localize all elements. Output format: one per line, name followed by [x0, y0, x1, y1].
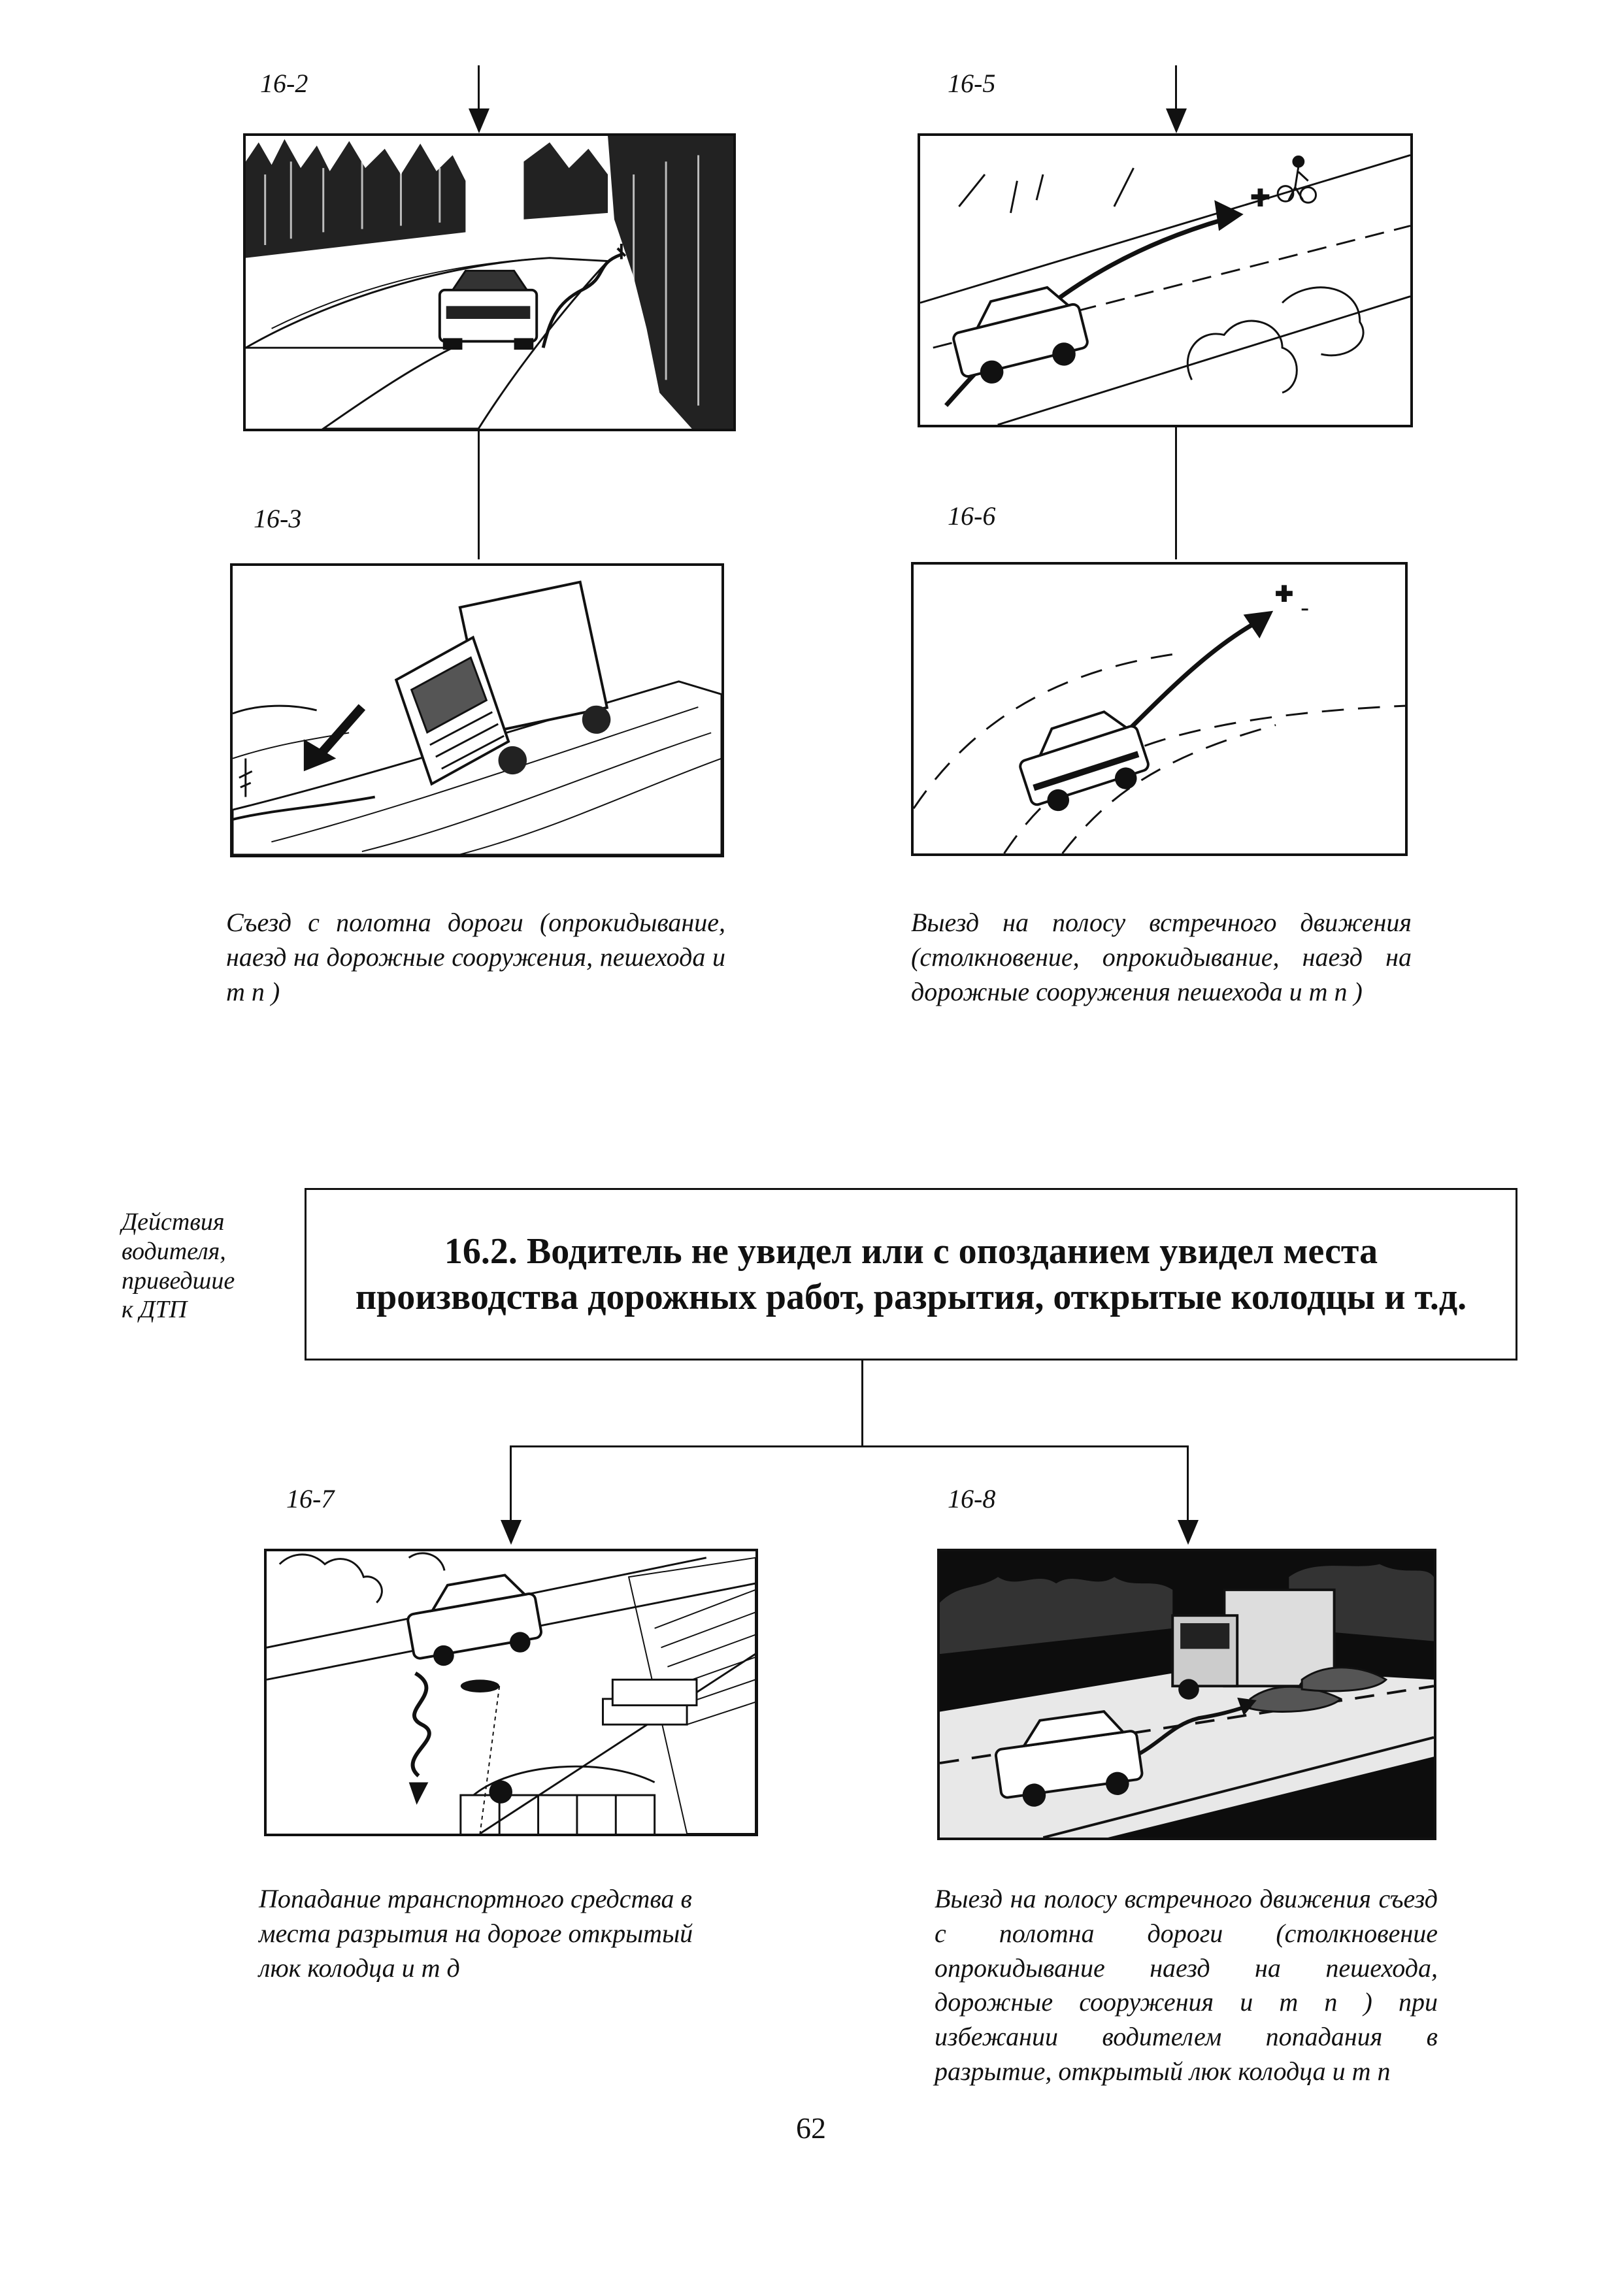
side-note-driver-actions: [122, 1208, 278, 1325]
caption-off-road: Съезд с полотна дороги (опрокидывание, наезд на дорожные сооружения, пешехода и т п ): [226, 908, 725, 1006]
figure-label-16-8: 16-8: [948, 1484, 996, 1513]
pedestrian-icon: [1278, 156, 1316, 203]
heading-line: производства дорожных работ, разрытия, открытые колодцы и т.д.: [355, 1277, 1467, 1317]
section-heading-16-2: [305, 1188, 1517, 1361]
connector-line: [1175, 427, 1177, 559]
arrow-down-icon: [501, 1520, 522, 1545]
illustration-16-3-truck-overturn: [230, 563, 724, 857]
caption-avoid-excavation: Выезд на полосу встречного движения съезд с полотна дороги (столкновение опрокидывание наезд на пешехода, дорожные сооружения и т п ) при избежании водителем попадания в разрытие, открытый люк колодца и т п: [935, 1884, 1438, 2086]
heading-line: 16.2. Водитель не увидел или с опозданием увидел места: [444, 1231, 1378, 1272]
illustration-16-6-oncoming-lane: [911, 562, 1408, 856]
illustration-16-5-oncoming-lane: [918, 133, 1413, 427]
arrow-down-icon: [469, 108, 489, 133]
arrow-down-icon: [1178, 1520, 1199, 1545]
side-note-line: к ДТП: [122, 1296, 188, 1324]
figure-label-16-3: 16-3: [254, 504, 302, 533]
connector-line: [510, 1445, 1188, 1447]
connector-line: [478, 431, 480, 559]
figure-label-16-5: 16-5: [948, 69, 996, 98]
connector-line: [861, 1361, 863, 1447]
side-note-line: Действия: [122, 1208, 225, 1236]
page-number: 62: [796, 2111, 826, 2145]
side-note-line: водителя,: [122, 1237, 226, 1265]
figure-label-16-6: 16-6: [948, 501, 996, 531]
caption-oncoming-lane: Выезд на полосу встречного движения (столкновение, опрокидывание, наезд на дорожные сооружения пешехода и т п ): [911, 908, 1412, 1006]
arrow-down-icon: [1166, 108, 1187, 133]
connector-line: [510, 1445, 512, 1530]
caption-open-manhole: Попадание транспортного средства в места разрытия на дороге открытый люк колодца и т д: [259, 1884, 693, 1983]
connector-line: [1187, 1445, 1189, 1530]
illustration-16-7-open-manhole: [264, 1549, 758, 1836]
illustration-16-8-roadworks-night: [937, 1549, 1436, 1840]
illustration-16-2-winter-road: [243, 133, 736, 431]
figure-label-16-2: 16-2: [260, 69, 308, 98]
side-note-line: приведшие: [122, 1266, 235, 1295]
figure-label-16-7: 16-7: [286, 1484, 335, 1513]
